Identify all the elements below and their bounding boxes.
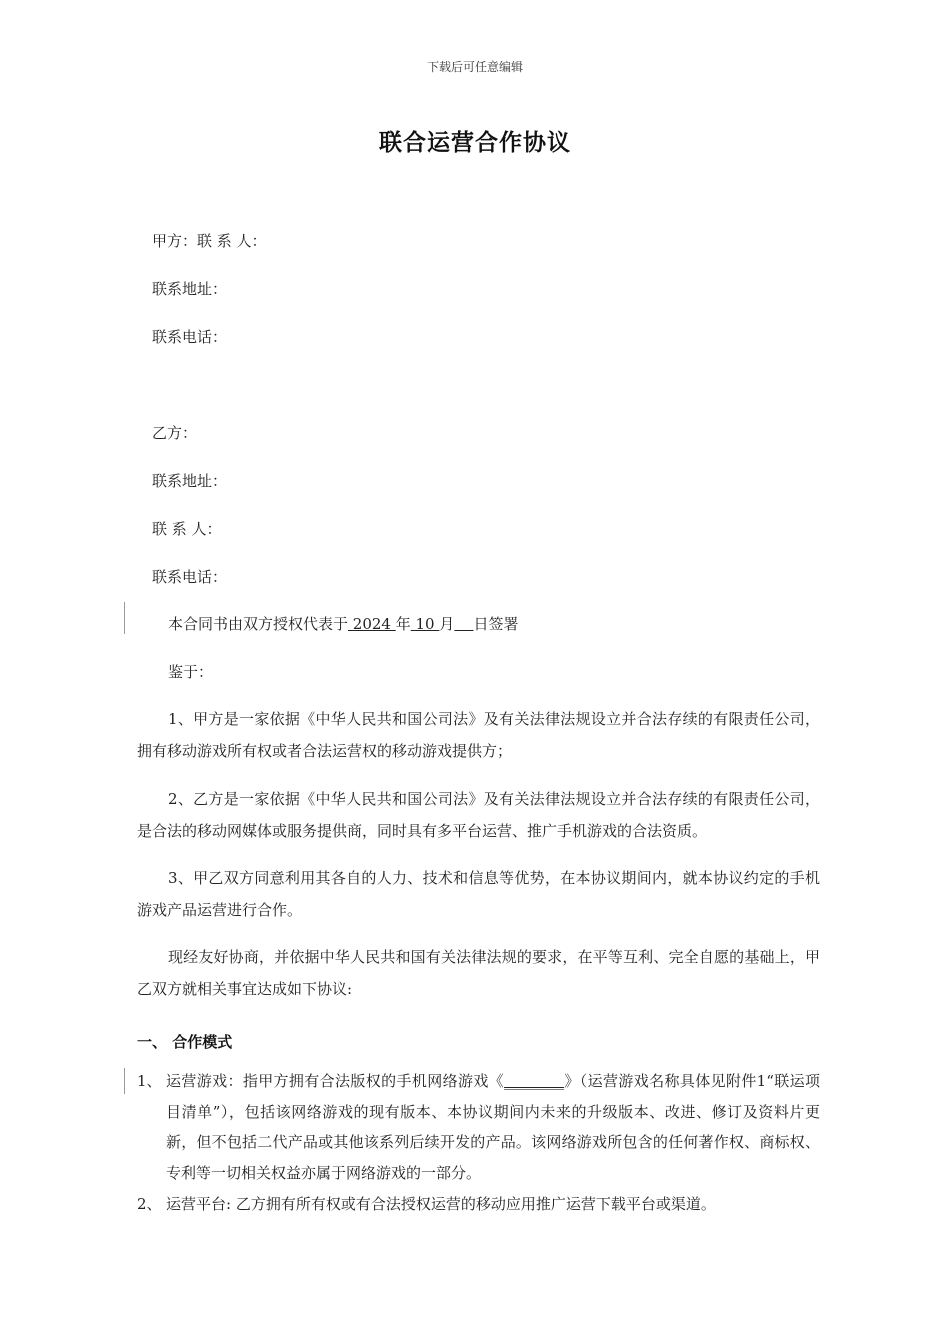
whereas-label: 鉴于：: [168, 663, 214, 681]
party-b-address: 联系地址：: [152, 472, 228, 490]
game-name-blank: ________: [504, 1072, 565, 1090]
signing-year-unit: 年: [395, 615, 411, 633]
section-heading-cooperation-mode: 一、 合作模式: [137, 1033, 233, 1051]
signing-suffix: 日签署: [473, 615, 519, 633]
party-b-name: 乙方：: [152, 424, 198, 442]
recital-2: 2、乙方是一家依据《中华人民共和国公司法》及有关法律法规设立并合法存续的有限责任公司，是合法的移动网媒体或服务提供商，同时具有多平台运营、推广手机游戏的合法资质。: [137, 790, 820, 840]
signing-month: 10: [410, 615, 440, 633]
agreement-intro: 现经友好协商，并依据中华人民共和国有关法律法规的要求，在平等互利、完全自愿的基础上，甲乙双方就相关事宜达成如下协议:: [137, 948, 820, 998]
list-item-text: 运营平台: 乙方拥有所有权或有合法授权运营的移动应用推广运营下载平台或渠道。: [166, 1195, 716, 1213]
recital-3: 3、甲乙双方同意利用其各自的人力、技术和信息等优势，在本协议期间内，就本协议约定的手机游戏产品运营进行合作。: [137, 869, 820, 919]
list-item-number: 2、: [137, 1195, 162, 1213]
party-b-contact: 联 系 人：: [152, 520, 222, 538]
signing-prefix: 本合同书由双方授权代表于: [168, 615, 349, 633]
list-item: [137, 1189, 820, 1220]
signing-date-line: [168, 613, 518, 634]
signing-year: 2024: [348, 615, 396, 633]
change-bar: [124, 1068, 125, 1094]
change-bar: [124, 602, 125, 634]
list-item-text: 运营游戏：指甲方拥有合法版权的手机网络游戏《________》（运营游戏名称具体见附件1“联运项目清单”），包括该网络游戏的现有版本、本协议期间内未来的升级版本、改进、修订及资料片更新，但不包括二代产品或其他该系列后续开发的产品。该网络游戏所包含的任何著作权、商标权、专利等一切相关权益亦属于网络游戏的一部分。: [166, 1072, 820, 1182]
list-item-number: 1、: [137, 1072, 162, 1090]
document-title: 联合运营合作协议: [379, 130, 571, 156]
header-note: 下载后可任意编辑: [426, 60, 523, 74]
party-b-phone: 联系电话：: [152, 568, 228, 586]
list-item: [137, 1066, 820, 1188]
signing-day: [454, 615, 473, 633]
party-a-address: 联系地址：: [152, 280, 228, 298]
party-a-phone: 联系电话：: [152, 328, 228, 346]
party-a-contact-line: 甲方：联 系 人：: [152, 232, 267, 250]
recital-1: 1、甲方是一家依据《中华人民共和国公司法》及有关法律法规设立并合法存续的有限责任公司，拥有移动游戏所有权或者合法运营权的移动游戏提供方；: [137, 710, 820, 760]
signing-month-unit: 月: [439, 615, 455, 633]
